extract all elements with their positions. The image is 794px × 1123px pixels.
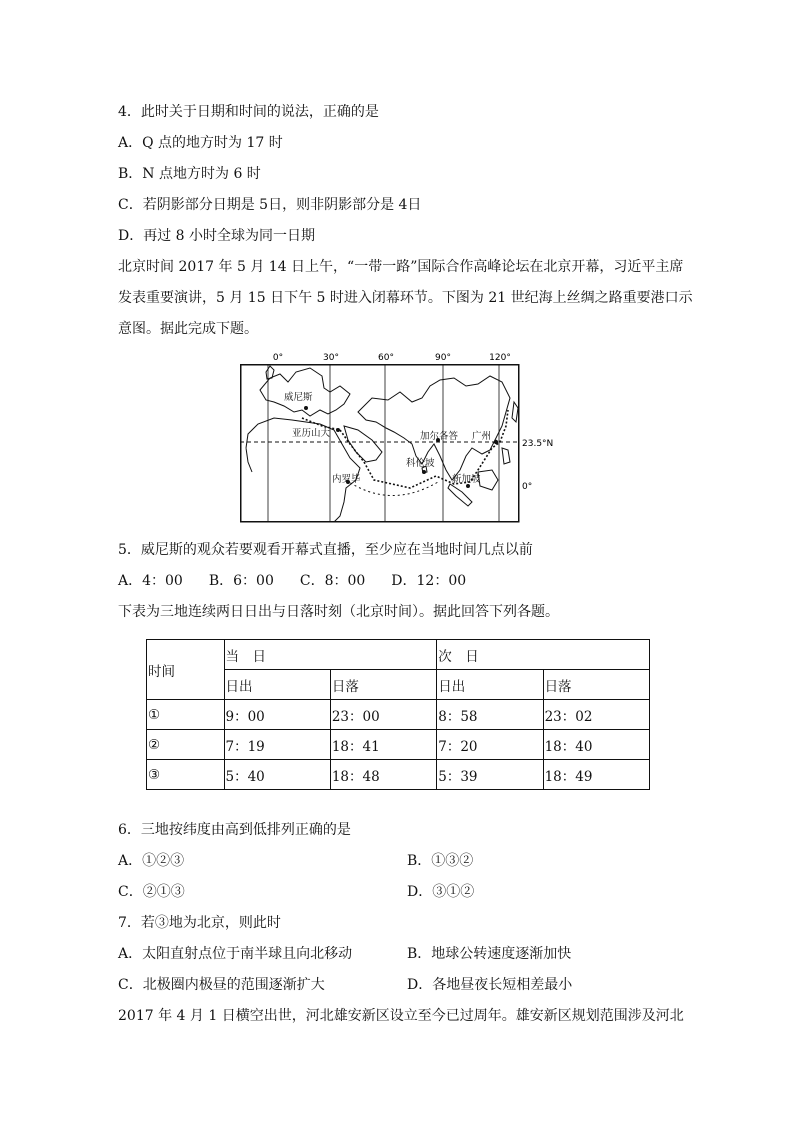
lon-label-0: 0° [272,353,284,363]
q5-option-b: B．6：00 [208,573,274,589]
q6-option-a: A．①②③ [118,853,185,869]
q5-stem: 5．威尼斯的观众若要观看开幕式直播，至少应在当地时间几点以前 [118,542,533,558]
table-corner-header: 时间 [147,640,225,700]
japan-outline [512,402,518,422]
port-alexandria-marker [336,428,340,432]
lon-label-120: 120° [489,353,511,363]
q4-option-c: C．若阴影部分日期是 5日，则非阴影部分是 4日 [118,197,422,213]
port-guangzhou-marker [494,440,498,444]
q5-option-c: C．8：00 [299,573,366,589]
sunrise-sunset-table [146,639,650,790]
table-cell-d2-rise: 8：58 [437,700,543,730]
passage1-line3: 意图。据此完成下题。 [118,321,258,337]
table-cell-d2-set: 23：02 [543,700,649,730]
q7-option-d: D．各地昼夜长短相差最小 [407,977,573,993]
table-header-day1-sunset: 日落 [330,670,436,700]
q4-option-d: D．再过 8 小时全球为同一日期 [118,228,316,244]
table-cell-d2-set: 18：40 [543,730,649,760]
q5-option-d: D．12：00 [391,573,467,589]
port-venice-marker [304,406,308,410]
table-row [147,760,650,790]
q7-option-b: B．地球公转速度逐渐加快 [407,946,572,962]
port-label-guangzhou: 广州 [472,431,492,442]
table-row [147,730,650,760]
q5-options [118,572,466,590]
port-label-nairobi: 内罗毕 [332,474,361,485]
table-header-day2-sunset: 日落 [543,670,649,700]
table-cell-place: ② [147,730,225,760]
table-cell-d2-set: 18：49 [543,760,649,790]
table-cell-d1-set: 23：00 [330,700,436,730]
table-cell-d2-rise: 7：20 [437,730,543,760]
q4-option-b: B．N 点地方时为 6 时 [118,166,261,182]
table-cell-d1-set: 18：48 [330,760,436,790]
philippines-outline [502,448,510,464]
port-label-alexandria: 亚历山大 [292,428,331,439]
q6-stem: 6．三地按纬度由高到低排列正确的是 [118,822,351,838]
port-label-venice: 威尼斯 [284,392,313,403]
lon-label-30: 30° [323,353,339,363]
map-frame [241,365,519,522]
table-header-day2: 次 日 [437,640,650,670]
port-label-colombo: 科伦坡 [406,458,435,469]
q7-option-a: A．太阳直射点位于南半球且向北移动 [118,946,353,962]
table-cell-d1-rise: 5：40 [224,760,330,790]
table-cell-d1-rise: 7：19 [224,730,330,760]
lon-label-90: 90° [435,353,451,363]
borneo-outline [478,470,498,490]
passage3: 2017 年 4 月 1 日横空出世，河北雄安新区设立至今已过周年。雄安新区规划范围涉及河北 [118,1008,684,1024]
table-cell-place: ③ [147,760,225,790]
lon-label-60: 60° [378,353,394,363]
table-header-day1: 当 日 [224,640,437,670]
passage1-line1: 北京时间 2017 年 5 月 14 日上午，“一带一路”国际合作高峰论坛在北京开幕，习近平主席 [118,259,684,275]
q6-option-c: C．②①③ [118,884,185,900]
table-cell-d2-rise: 5：39 [437,760,543,790]
q6-option-d: D．③①② [407,884,475,900]
silk-road-ports-map [240,352,554,527]
port-label-kolkata: 加尔各答 [420,431,459,442]
q7-option-c: C．北极圈内极昼的范围逐渐扩大 [118,977,325,993]
q7-stem: 7．若③地为北京，则此时 [118,915,281,931]
table-cell-d1-rise: 9：00 [224,700,330,730]
table-cell-place: ① [147,700,225,730]
table-cell-d1-set: 18：41 [330,730,436,760]
passage1-line2: 发表重要演讲，5 月 15 日下午 5 时进入闭幕环节。下图为 21 世纪海上丝绸之路重要港口示 [118,290,693,306]
lat-label-equator: 0° [522,482,533,492]
port-label-singapore: 新加坡 [452,474,481,485]
table-header-day2-sunrise: 日出 [437,670,543,700]
q4-option-a: A．Q 点的地方时为 17 时 [118,135,283,151]
port-colombo-marker [422,470,426,474]
q4-stem: 4．此时关于日期和时间的说法，正确的是 [118,104,379,120]
q5-option-a: A．4：00 [118,573,183,589]
table-row [147,700,650,730]
lat-label-tropic: 23.5°N [522,439,554,449]
passage2: 下表为三地连续两日日出与日落时刻（北京时间）。据此回答下列各题。 [118,604,559,620]
table-header-day1-sunrise: 日出 [224,670,330,700]
q6-option-b: B．①③② [407,853,474,869]
